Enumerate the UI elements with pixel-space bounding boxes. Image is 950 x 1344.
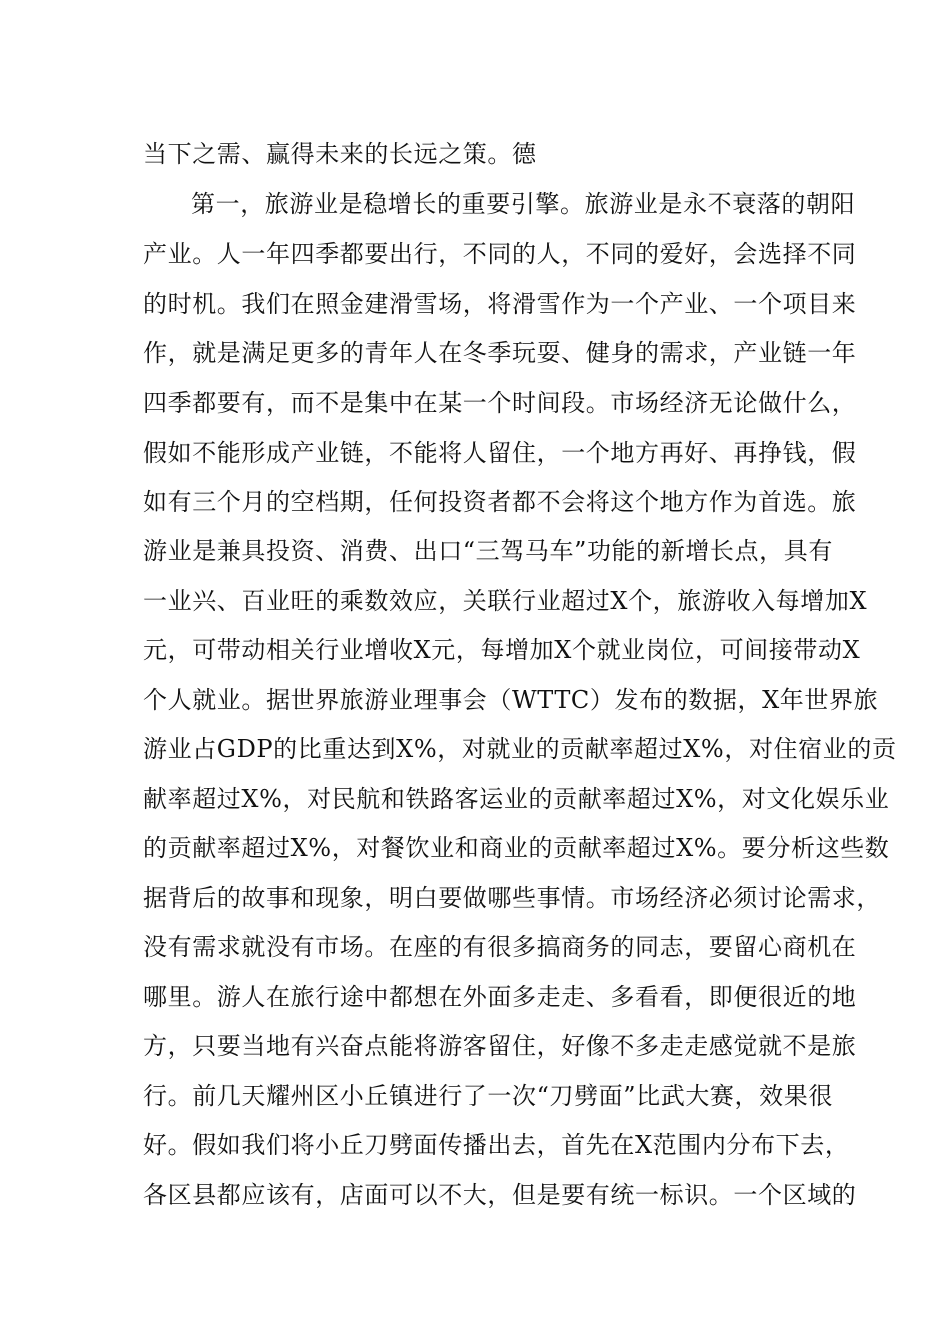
text-line: 献率超过X%，对民航和铁路客运业的贡献率超过X%，对文化娱乐业 <box>143 785 890 813</box>
text-line: 行。前几天耀州区小丘镇进行了一次“刀劈面”比武大赛，效果很 <box>143 1082 833 1110</box>
paragraph-first-line: 第一，旅游业是稳增长的重要引擎。旅游业是永不衰落的朝阳 <box>191 190 856 218</box>
text-line: 当下之需、赢得未来的长远之策。德 <box>143 140 537 168</box>
text-line: 产业。人一年四季都要出行，不同的人，不同的爱好，会选择不同 <box>143 240 857 268</box>
text-line: 作，就是满足更多的青年人在冬季玩耍、健身的需求，产业链一年 <box>143 339 857 367</box>
text-line: 个人就业。据世界旅游业理事会（WTTC）发布的数据，X年世界旅 <box>143 686 879 714</box>
text-line: 如有三个月的空档期，任何投资者都不会将这个地方作为首选。旅 <box>143 488 857 516</box>
text-line: 据背后的故事和现象，明白要做哪些事情。市场经济必须讨论需求， <box>143 884 881 912</box>
text-line: 没有需求就没有市场。在座的有很多搞商务的同志，要留心商机在 <box>143 933 857 961</box>
text-line: 各区县都应该有，店面可以不大，但是要有统一标识。一个区域的 <box>143 1181 857 1209</box>
text-line: 方，只要当地有兴奋点能将游客留住，好像不多走走感觉就不是旅 <box>143 1032 857 1060</box>
text-line: 四季都要有，而不是集中在某一个时间段。市场经济无论做什么， <box>143 389 857 417</box>
text-line: 假如不能形成产业链，不能将人留住，一个地方再好、再挣钱，假 <box>143 439 857 467</box>
text-line: 哪里。游人在旅行途中都想在外面多走走、多看看，即便很近的地 <box>143 983 857 1011</box>
text-line: 的时机。我们在照金建滑雪场，将滑雪作为一个产业、一个项目来 <box>143 290 857 318</box>
text-line: 游业是兼具投资、消费、出口“三驾马车”功能的新增长点，具有 <box>143 537 833 565</box>
text-line: 的贡献率超过X%，对餐饮业和商业的贡献率超过X%。要分析这些数 <box>143 834 890 862</box>
text-line: 游业占GDP的比重达到X%，对就业的贡献率超过X%，对住宿业的贡 <box>143 735 897 763</box>
text-line: 元，可带动相关行业增收X元，每增加X个就业岗位，可间接带动X <box>143 636 861 664</box>
text-line: 一业兴、百业旺的乘数效应，关联行业超过X个，旅游收入每增加X <box>143 587 868 615</box>
text-line: 好。假如我们将小丘刀劈面传播出去，首先在X范围内分布下去， <box>143 1131 850 1159</box>
